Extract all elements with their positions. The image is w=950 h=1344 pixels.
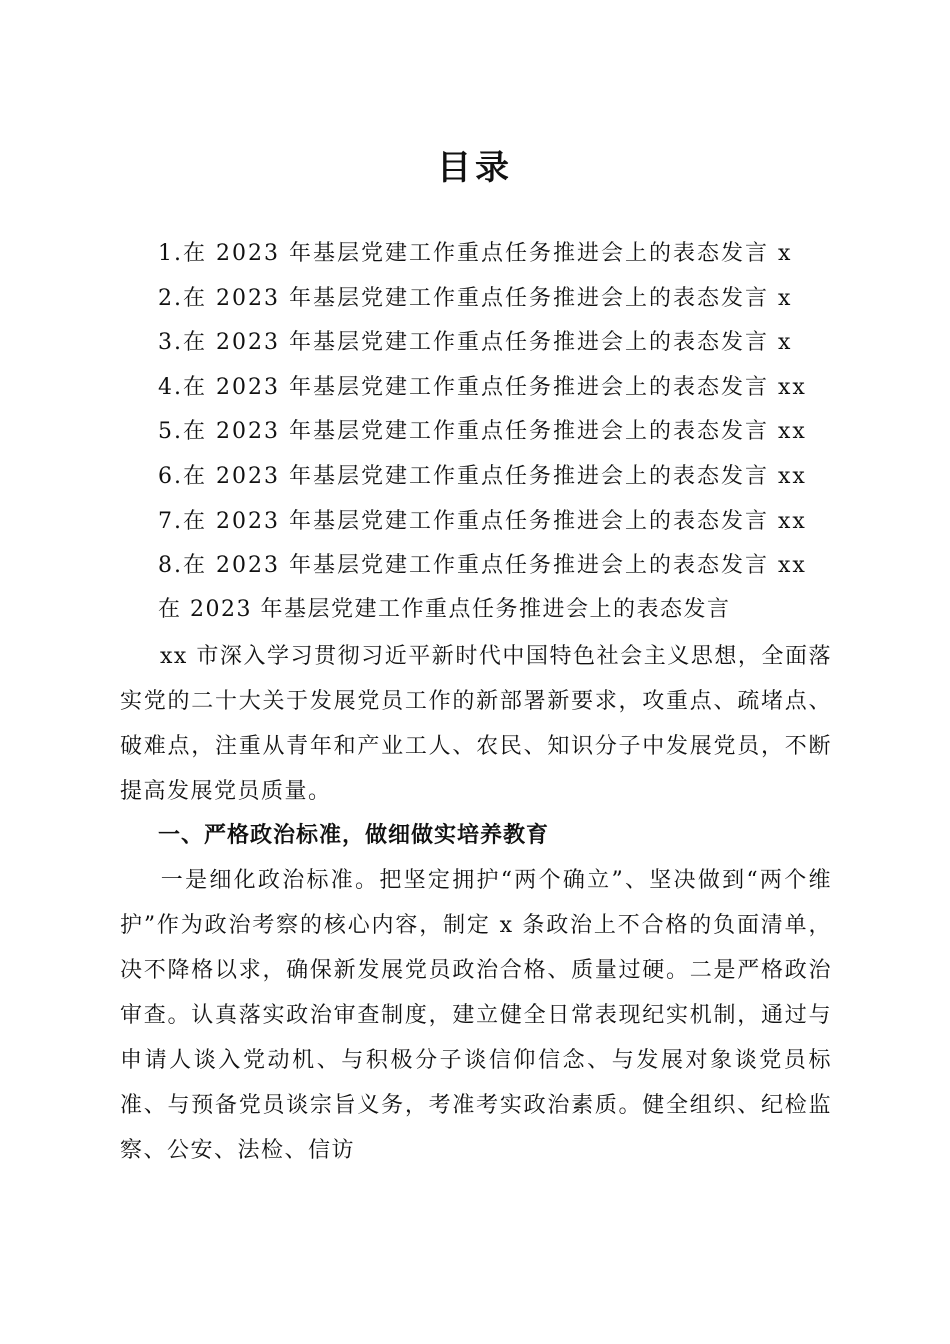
body-paragraph <box>120 858 832 1173</box>
toc-item[interactable]: 2.在 2023 年基层党建工作重点任务推进会上的表态发言 x <box>158 285 793 311</box>
intro-text: xx 市深入学习贯彻习近平新时代中国特色社会主义思想，全面落实党的二十大关于发展党员工作的新部署新要求，攻重点、疏堵点、破难点，注重从青年和产业工人、农民、知识分子中发展党员，不断提高发展党员质量。 <box>120 644 832 804</box>
toc-item[interactable]: 4.在 2023 年基层党建工作重点任务推进会上的表态发言 xx <box>158 374 807 400</box>
page-title: 目录 <box>437 148 513 188</box>
toc-item[interactable]: 8.在 2023 年基层党建工作重点任务推进会上的表态发言 xx <box>158 553 807 579</box>
toc-item[interactable]: 5.在 2023 年基层党建工作重点任务推进会上的表态发言 xx <box>158 419 807 445</box>
document-title: 在 2023 年基层党建工作重点任务推进会上的表态发言 <box>158 597 731 622</box>
toc-item[interactable]: 1.在 2023 年基层党建工作重点任务推进会上的表态发言 x <box>158 241 793 266</box>
body-paragraph-text: 一是细化政治标准。把坚定拥护“两个确立”、坚决做到“两个维护”作为政治考察的核心内容，制定 x 条政治上不合格的负面清单，决不降格以求，确保新发展党员政治合格、质量过硬。二是严格政治审查。认真落实政治审查制度，建立健全日常表现纪实机制，通过与申请人谈入党动机、与积极分子谈信仰信念、与发展对象谈党员标准、与预备党员谈宗旨义务，考准考实政治素质。健全组织、纪检监察、公安、法检、信访 <box>120 868 832 1163</box>
intro-paragraph <box>120 634 832 814</box>
toc-item[interactable]: 7.在 2023 年基层党建工作重点任务推进会上的表态发言 xx <box>158 508 807 534</box>
toc-item[interactable]: 6.在 2023 年基层党建工作重点任务推进会上的表态发言 xx <box>158 463 807 489</box>
table-of-contents <box>158 232 878 589</box>
toc-item[interactable]: 3.在 2023 年基层党建工作重点任务推进会上的表态发言 x <box>158 330 793 356</box>
section-heading: 一、严格政治标准，做细做实培养教育 <box>158 823 550 848</box>
